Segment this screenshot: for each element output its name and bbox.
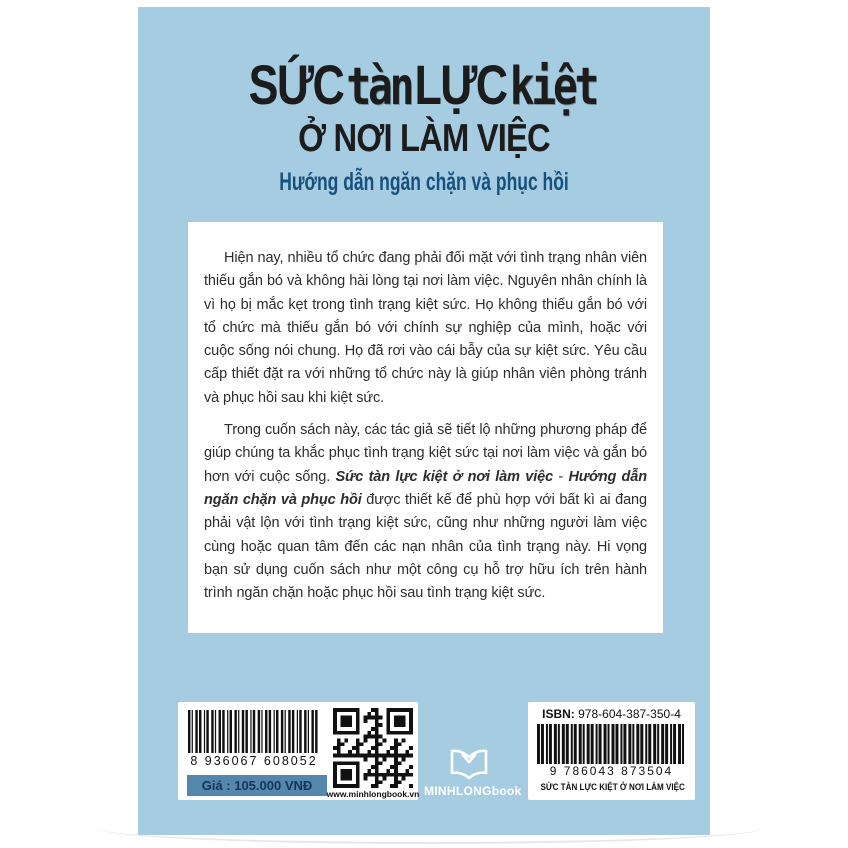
open-book-icon: [424, 747, 514, 781]
publisher-name: MINHLONGbook: [424, 784, 522, 798]
ean-barcode-digits: 8 936067 608052: [190, 754, 318, 768]
isbn-caption: SỨC TÀN LỰC KIỆT Ở NƠI LÀM VIỆC: [540, 782, 685, 793]
isbn-prefix: ISBN:: [542, 707, 575, 721]
book-title-line2: Ở NƠI LÀM VIỆC: [298, 117, 550, 160]
isbn-label-box: [528, 702, 695, 800]
price-label-box: [178, 702, 418, 800]
title-word-kiet: kiệt: [509, 57, 597, 117]
inline-book-title: Sức tàn lực kiệt ở nơi làm việc: [335, 468, 554, 485]
book-tagline: Hướng dẫn ngăn chặn và phục hồi: [279, 168, 569, 196]
book-cover: [138, 7, 710, 835]
blurb-p2-rest: được thiết kế để phù hợp với bất kì ai đang phải vật lộn với tình trạng kiệt sức, cũng như những người làm việc cùng hoặc quan tâm đến các nạn nhân của tình trạng này. Hi vọng bạn sử dụng cuốn sách như một công cụ hỗ trợ hữu ích trên hành trình ngăn chặn hoặc phục hồi sau tình trạng kiệt sức.: [204, 491, 647, 602]
blurb-text: [188, 222, 663, 605]
price-badge: Giá : 105.000 VNĐ: [187, 775, 327, 796]
title-word-luc: LỰC: [414, 53, 507, 116]
ean-barcode: [188, 710, 320, 753]
inline-separator: -: [553, 468, 569, 485]
qr-code-icon: [333, 708, 413, 788]
isbn-line: [528, 707, 695, 721]
blurb-p2-lead: Trong cuốn sách này, các tác giả sẽ tiết lộ những phương pháp để giúp chúng ta khắc phục tình trạng kiệt sức tại nơi làm việc và gắn bó hơn với cuộc sống.: [204, 422, 647, 485]
isbn-barcode: [537, 724, 686, 764]
blurb-paragraph-1: Hiện nay, nhiều tổ chức đang phải đối mặt với tình trạng nhân viên thiếu gắn bó và không hài lòng tại nơi làm việc. Nguyên nhân chính là vì họ bị mắc kẹt trong tình trạng kiệt sức. Họ không thiếu gắn bó với tổ chức mà thiếu gắn bó với chính sự nghiệp của mình, hoặc với cuộc sống nói chung. Họ đã rơi vào cái bẫy của sự kiệt sức. Yêu cầu cấp thiết đặt ra với những tổ chức này là giúp nhân viên phòng tránh và phục hồi sau khi kiệt sức.: [204, 250, 647, 406]
isbn-barcode-digits: 9 786043 873504: [549, 764, 674, 778]
publisher-website: www.minhlongbook.vn: [326, 789, 420, 799]
blurb-paragraph-2: [204, 419, 647, 605]
title-word-tan: tàn: [346, 57, 412, 117]
inline-book-subtitle: Hướng dẫn ngăn chặn và phục hồi: [204, 468, 647, 508]
title-word-suc: SỨC: [248, 53, 344, 116]
publisher-logo: [424, 747, 522, 798]
book-title-line1: [195, 53, 653, 117]
blurb-panel: [188, 222, 663, 633]
isbn-number: 978-604-387-350-4: [578, 707, 681, 721]
